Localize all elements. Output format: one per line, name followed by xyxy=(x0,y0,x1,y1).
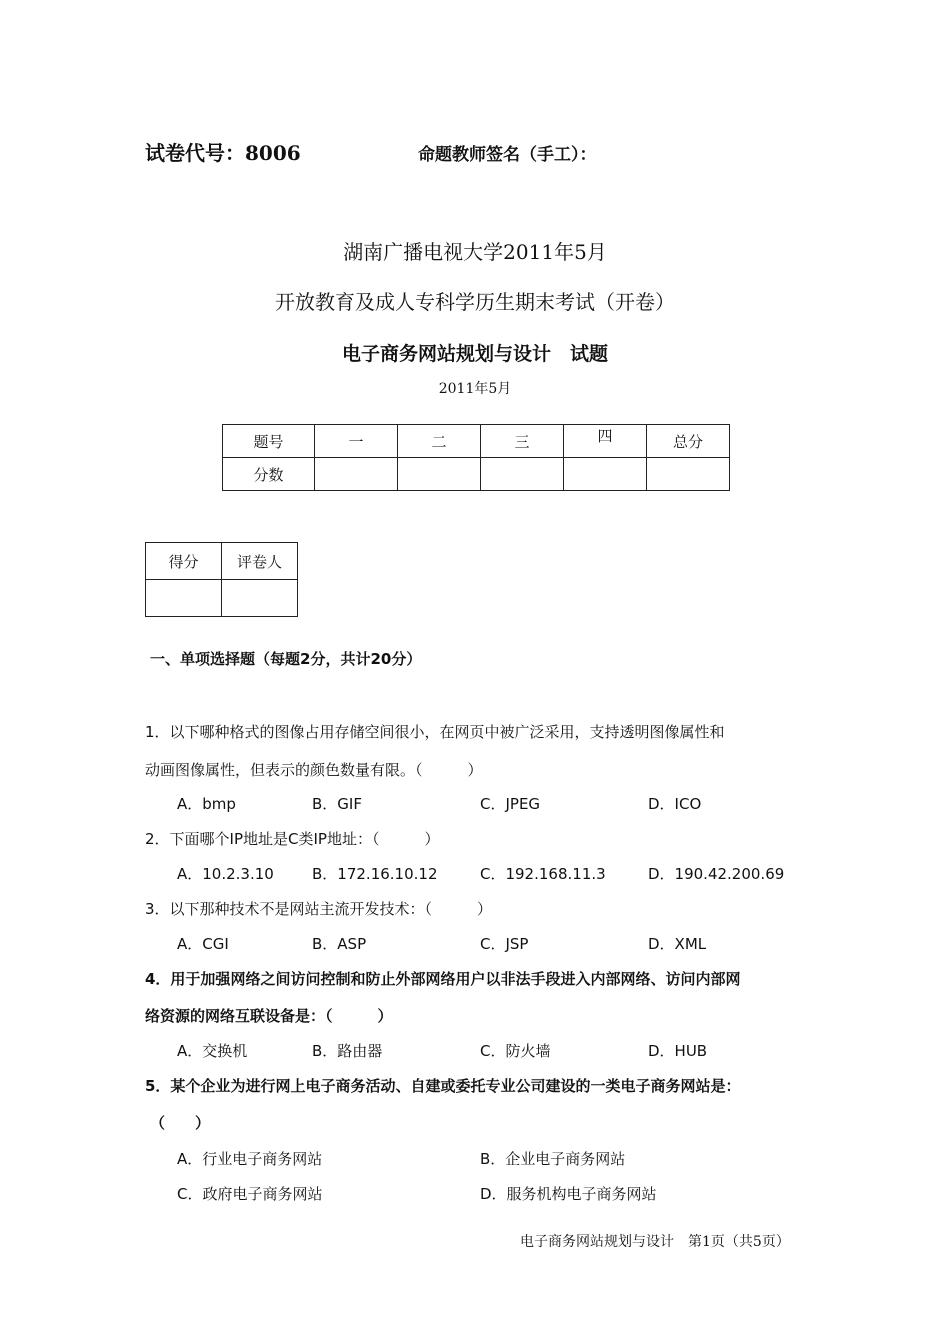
score-input-cell[interactable] xyxy=(481,458,564,491)
option-b[interactable]: B．GIF xyxy=(312,795,362,813)
exam-type-title: 开放教育及成人专科学历生期末考试（开卷） xyxy=(275,290,675,314)
table-row xyxy=(223,458,730,491)
question-1-line-1: 1．以下哪种格式的图像占用存储空间很小，在网页中被广泛采用，支持透明图像属性和 xyxy=(145,723,725,741)
option-b[interactable]: B．企业电子商务网站 xyxy=(480,1150,626,1168)
table-cell: 分数 xyxy=(223,458,315,491)
question-1-line-2: 动画图像属性，但表示的颜色数量有限。（ ） xyxy=(145,761,483,779)
option-a[interactable]: A．bmp xyxy=(177,795,236,813)
university-title: 湖南广播电视大学2011年5月 xyxy=(343,240,607,264)
question-4-line-2: 络资源的网络互联设备是：（ ） xyxy=(145,1007,393,1025)
table-cell: 评卷人 xyxy=(222,543,298,580)
option-a[interactable]: A．10.2.3.10 xyxy=(177,865,274,883)
table-cell: 题号 xyxy=(223,425,315,458)
question-4-line-1: 4．用于加强网络之间访问控制和防止外部网络用户以非法手段进入内部网络、访问内部网 xyxy=(145,970,741,988)
section-title: 一、单项选择题（每题2分，共计20分） xyxy=(150,650,422,668)
exam-date: 2011年5月 xyxy=(438,381,512,397)
score-table xyxy=(222,424,730,491)
table-row xyxy=(146,543,298,580)
score-input-cell[interactable] xyxy=(398,458,481,491)
table-row xyxy=(146,580,298,617)
table-cell: 总分 xyxy=(647,425,730,458)
table-cell: 得分 xyxy=(146,543,222,580)
option-b[interactable]: B．ASP xyxy=(312,935,367,953)
option-a[interactable]: A．CGI xyxy=(177,935,229,953)
teacher-signature-label: 命题教师签名（手工）： xyxy=(418,145,597,165)
option-d[interactable]: D．HUB xyxy=(648,1042,708,1060)
option-a[interactable]: A．行业电子商务网站 xyxy=(177,1150,323,1168)
option-b[interactable]: B．172.16.10.12 xyxy=(312,865,438,883)
option-a[interactable]: A．交换机 xyxy=(177,1042,248,1060)
option-d[interactable]: D．190.42.200.69 xyxy=(648,865,785,883)
option-b[interactable]: B．路由器 xyxy=(312,1042,383,1060)
grader-table xyxy=(145,542,298,617)
question-5-line-1: 5．某个企业为进行网上电子商务活动、自建或委托专业公司建设的一类电子商务网站是： xyxy=(145,1077,741,1095)
option-c[interactable]: C．防火墙 xyxy=(480,1042,551,1060)
option-c[interactable]: C．JPEG xyxy=(480,795,541,813)
paper-code: 试卷代号：8006 xyxy=(145,141,301,165)
question-3-line-1: 3．以下那种技术不是网站主流开发技术：（ ） xyxy=(145,900,493,918)
option-c[interactable]: C．政府电子商务网站 xyxy=(177,1185,323,1203)
option-c[interactable]: C．192.168.11.3 xyxy=(480,865,606,883)
question-2-line-1: 2．下面哪个IP地址是C类IP地址：（ ） xyxy=(145,830,440,848)
table-cell: 四 xyxy=(564,425,647,458)
option-c[interactable]: C．JSP xyxy=(480,935,529,953)
option-d[interactable]: D．ICO xyxy=(648,795,702,813)
table-cell: 三 xyxy=(481,425,564,458)
table-cell: 一 xyxy=(315,425,398,458)
score-input-cell[interactable] xyxy=(564,458,647,491)
question-5-line-2: （ ） xyxy=(150,1114,211,1132)
page-footer: 电子商务网站规划与设计 第1页（共5页） xyxy=(520,1234,790,1250)
option-d[interactable]: D．服务机构电子商务网站 xyxy=(480,1185,657,1203)
table-cell: 二 xyxy=(398,425,481,458)
grader-input-cell[interactable] xyxy=(222,580,298,617)
table-row xyxy=(223,425,730,458)
course-title: 电子商务网站规划与设计 试题 xyxy=(341,343,608,365)
option-d[interactable]: D．XML xyxy=(648,935,707,953)
score-input-cell[interactable] xyxy=(146,580,222,617)
score-input-cell[interactable] xyxy=(647,458,730,491)
score-input-cell[interactable] xyxy=(315,458,398,491)
